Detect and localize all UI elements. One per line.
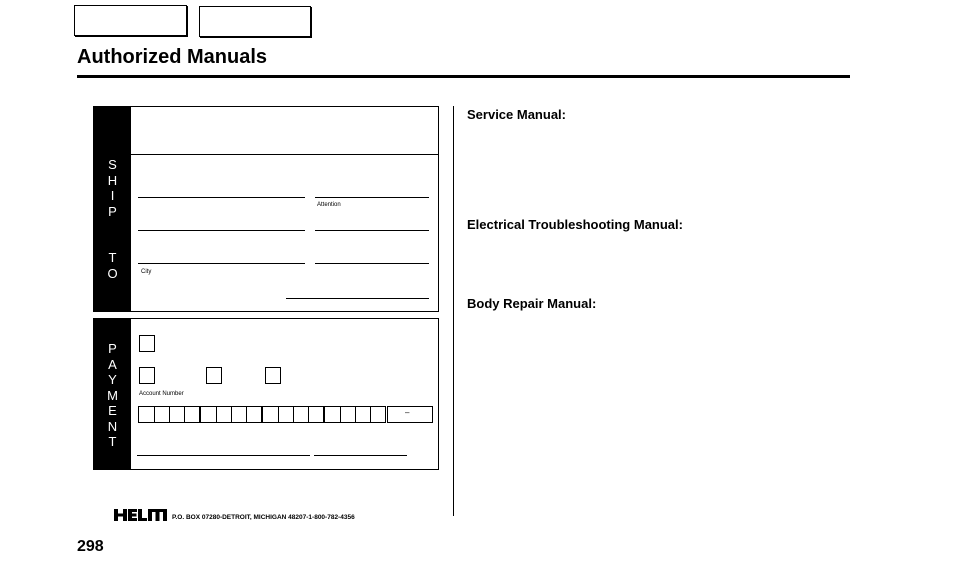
helm-logo-icon: [113, 507, 169, 523]
helm-logo: [113, 507, 169, 528]
attention-line: [315, 197, 429, 198]
payment-checkbox-check[interactable]: [139, 335, 155, 352]
ship-to-side-label: [94, 157, 131, 281]
city-label: City: [141, 269, 152, 275]
page-title: Authorized Manuals: [77, 46, 268, 68]
zip-line: [286, 298, 429, 299]
account-digit-divider: [355, 407, 356, 422]
side-label-letter: Y: [108, 372, 117, 387]
payment-checkbox-mastercard[interactable]: [206, 367, 222, 384]
side-label-letter: [94, 235, 131, 251]
side-label-letter: A: [108, 356, 117, 372]
expiration-field[interactable]: [387, 406, 433, 423]
name-line: [138, 197, 305, 198]
account-digit-divider: [216, 407, 217, 422]
side-label-letter: M: [107, 387, 118, 403]
date-line: [314, 455, 407, 456]
account-digit-divider: [340, 407, 341, 422]
side-label-letter: E: [108, 403, 117, 418]
footer-address: P.O. BOX 07280-DETROIT, MICHIGAN 48207-1-800-782-4356: [172, 514, 355, 521]
account-number-group[interactable]: [200, 406, 262, 423]
account-digit-divider: [231, 407, 232, 422]
account-digit-divider: [246, 407, 247, 422]
heading-body-repair-manual: Body Repair Manual:: [467, 296, 597, 311]
expiration-dash: –: [405, 408, 410, 417]
heading-electrical-manual: Electrical Troubleshooting Manual:: [467, 217, 683, 232]
attention-label: Attention: [317, 202, 341, 208]
side-label-letter: P: [108, 341, 117, 356]
account-digit-divider: [308, 407, 309, 422]
side-label-letter: T: [108, 250, 117, 265]
side-label-letter: O: [107, 265, 118, 281]
title-underline: [77, 75, 850, 78]
side-label-letter: N: [107, 418, 118, 434]
account-digit-divider: [278, 407, 279, 422]
side-label-letter: H: [107, 172, 118, 188]
payment-box: [93, 318, 439, 470]
column-divider: [453, 106, 454, 516]
account-number-label: Account Number: [139, 391, 184, 397]
nav-tab-box-2[interactable]: [199, 6, 311, 37]
account-digit-divider: [184, 407, 185, 422]
payment-checkbox-visa[interactable]: [139, 367, 155, 384]
address-line-2: [315, 230, 429, 231]
side-label-letter: [94, 219, 131, 235]
account-number-group[interactable]: [262, 406, 324, 423]
side-label-letter: T: [108, 434, 117, 449]
account-number-group[interactable]: [324, 406, 386, 423]
ship-to-box: [93, 106, 439, 312]
state-line: [315, 263, 429, 264]
city-line: [138, 263, 305, 264]
ship-to-side-bar: [94, 107, 131, 311]
ship-to-header-divider: [131, 154, 438, 155]
account-digit-divider: [293, 407, 294, 422]
side-label-letter: I: [110, 188, 115, 203]
account-number-group[interactable]: [138, 406, 200, 423]
page-number: 298: [77, 538, 104, 555]
account-digit-divider: [154, 407, 155, 422]
payment-checkbox-discover[interactable]: [265, 367, 281, 384]
signature-line: [137, 455, 310, 456]
side-label-letter: S: [108, 157, 117, 172]
account-digit-divider: [370, 407, 371, 422]
address-line: [138, 230, 305, 231]
heading-service-manual: Service Manual:: [467, 107, 566, 122]
account-digit-divider: [169, 407, 170, 422]
side-label-letter: P: [108, 203, 117, 219]
nav-tab-box-1[interactable]: [74, 5, 187, 36]
payment-side-label: [94, 341, 131, 450]
payment-side-bar: [94, 319, 131, 469]
